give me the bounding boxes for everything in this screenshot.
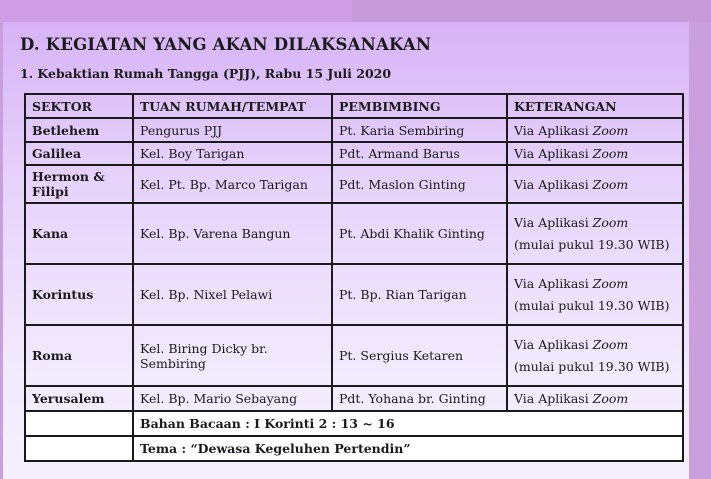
sektor-cell: Hermon & Filipi (25, 165, 133, 203)
keterangan-via: Via Aplikasi (514, 146, 593, 161)
keterangan-cell (507, 165, 683, 203)
table-row (25, 142, 683, 165)
sektor-cell: Korintus (25, 264, 133, 325)
keterangan-cell (507, 325, 683, 386)
tema: Tema : “Dewasa Kegeluhen Pertendin” (133, 436, 683, 461)
keterangan-app: Zoom (592, 276, 629, 291)
table-row (25, 386, 683, 411)
header-pembimbing: PEMBIMBING (332, 94, 507, 118)
keterangan-app: Zoom (592, 176, 629, 192)
header-sektor: SEKTOR (25, 94, 133, 118)
keterangan-time-note: (mulai pukul 19.30 WIB) (514, 298, 670, 313)
tuan-rumah-cell: Kel. Biring Dicky br. Sembiring (133, 325, 332, 386)
keterangan-cell (507, 118, 683, 142)
header-keterangan: KETERANGAN (507, 94, 683, 118)
empty-cell (25, 411, 133, 436)
table-row (25, 118, 683, 142)
keterangan-app: Zoom (592, 391, 629, 406)
pembimbing-cell: Pdt. Armand Barus (332, 142, 507, 165)
keterangan-time-note: (mulai pukul 19.30 WIB) (514, 237, 670, 252)
tuan-rumah-cell: Pengurus PJJ (133, 118, 332, 142)
pembimbing-cell: Pt. Bp. Rian Tarigan (332, 264, 507, 325)
event-subheading: 1. Kebaktian Rumah Tangga (PJJ), Rabu 15 Juli 2020 (20, 66, 392, 81)
section-heading: D. KEGIATAN YANG AKAN DILAKSANAKAN (20, 35, 432, 54)
keterangan-via: Via Aplikasi (514, 215, 593, 230)
pembimbing-cell: Pt. Karia Sembiring (332, 118, 507, 142)
pembimbing-cell: Pdt. Maslon Ginting (332, 165, 507, 203)
keterangan-time-note: (mulai pukul 19.30 WIB) (514, 359, 670, 374)
sektor-cell: Betlehem (25, 118, 133, 142)
keterangan-via: Via Aplikasi (514, 176, 593, 192)
keterangan-cell (507, 203, 683, 264)
pembimbing-cell: Pt. Sergius Ketaren (332, 325, 507, 386)
keterangan-app: Zoom (592, 122, 629, 138)
tuan-rumah-cell: Kel. Boy Tarigan (133, 142, 332, 165)
tuan-rumah-cell: Kel. Bp. Mario Sebayang (133, 386, 332, 411)
keterangan-cell (507, 264, 683, 325)
bahan-bacaan: Bahan Bacaan : I Korinti 2 : 13 ~ 16 (133, 411, 683, 436)
keterangan-app: Zoom (592, 337, 629, 352)
top-right-background-strip (352, 0, 711, 22)
table-row (25, 325, 683, 386)
pembimbing-cell: Pdt. Yohana br. Ginting (332, 386, 507, 411)
sektor-cell: Yerusalem (25, 386, 133, 411)
top-background-strip (0, 0, 352, 22)
schedule-table (24, 93, 684, 462)
keterangan-app: Zoom (592, 146, 629, 161)
tuan-rumah-cell: Kel. Pt. Bp. Marco Tarigan (133, 165, 332, 203)
theme-row (25, 436, 683, 461)
empty-cell (25, 436, 133, 461)
keterangan-cell (507, 142, 683, 165)
keterangan-via: Via Aplikasi (514, 122, 593, 138)
pembimbing-cell: Pt. Abdi Khalik Ginting (332, 203, 507, 264)
document-page (3, 22, 689, 479)
sektor-cell: Roma (25, 325, 133, 386)
header-tuan-rumah: TUAN RUMAH/TEMPAT (133, 94, 332, 118)
tuan-rumah-cell: Kel. Bp. Nixel Pelawi (133, 264, 332, 325)
table-row (25, 264, 683, 325)
keterangan-via: Via Aplikasi (514, 391, 593, 406)
table-row (25, 165, 683, 203)
table-header-row (25, 94, 683, 118)
reading-row (25, 411, 683, 436)
keterangan-via: Via Aplikasi (514, 276, 593, 291)
table-row (25, 203, 683, 264)
sektor-cell: Galilea (25, 142, 133, 165)
tuan-rumah-cell: Kel. Bp. Varena Bangun (133, 203, 332, 264)
keterangan-cell (507, 386, 683, 411)
keterangan-app: Zoom (592, 215, 629, 230)
sektor-cell: Kana (25, 203, 133, 264)
keterangan-via: Via Aplikasi (514, 337, 593, 352)
